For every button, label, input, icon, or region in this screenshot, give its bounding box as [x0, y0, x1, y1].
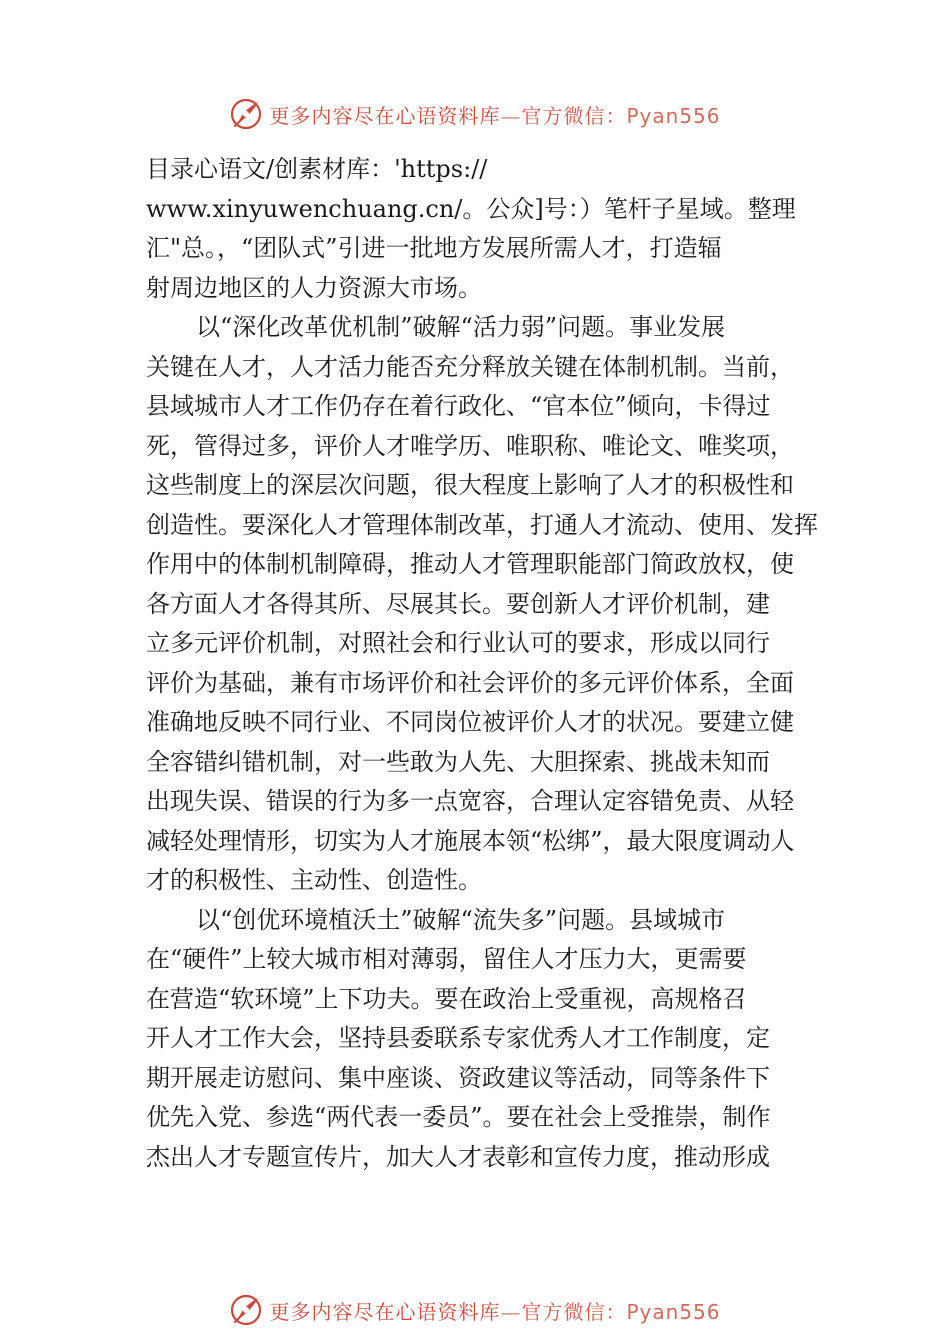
document-body: [146, 150, 818, 1177]
text-line: 在“硬件”上较大城市相对薄弱，留住人才压力大，更需要: [146, 945, 747, 973]
footer-banner-main: 更多内容尽在心语资料库: [269, 1299, 501, 1324]
header-banner-label: 官方微信：: [521, 103, 627, 128]
text-line: 评价为基础，兼有市场评价和社会评价的多元评价体系，全面: [146, 668, 794, 697]
text-line: 创造性。要深化人才管理体制改革，打通人才流动、使用、发挥: [146, 510, 818, 539]
text-line: 汇"总。，“团队式”引进一批地方发展所需人才，打造辐: [146, 234, 722, 262]
text-line: 这些制度上的深层次问题，很大程度上影响了人才的积极性和: [146, 471, 794, 499]
text-line: 以“创优环境植沃土”破解“流失多”问题。县域城市: [196, 905, 726, 934]
text-line: 全容错纠错机制，对一些敢为人先、大胆探索、挑战未知而: [146, 747, 770, 776]
text-line: 目录心语文/创素材库：'https://: [146, 155, 488, 183]
text-line: 才的积极性、主动性、创造性。: [146, 866, 482, 894]
header-banner-separator: —: [500, 103, 522, 128]
footer-banner: [0, 1290, 950, 1330]
text-line: 减轻处理情形，切实为人才施展本领“松绑”，最大限度调动人: [146, 826, 795, 855]
text-line: 射周边地区的人力资源大市场。: [146, 273, 482, 302]
header-banner-text: [269, 100, 720, 129]
footer-banner-text: [269, 1296, 720, 1325]
text-line: 期开展走访慰问、集中座谈、资政建议等活动，同等条件下: [146, 1063, 770, 1092]
quill-logo-icon: [229, 1293, 263, 1327]
text-line: 以“深化改革优机制”破解“活力弱”问题。事业发展: [196, 313, 726, 341]
text-line: 立多元评价机制，对照社会和行业认可的要求，形成以同行: [146, 629, 770, 657]
footer-banner-content: [229, 1293, 720, 1327]
footer-banner-handle: Pyan556: [626, 1299, 721, 1324]
quill-logo-icon: [229, 97, 263, 131]
footer-banner-separator: —: [500, 1299, 522, 1324]
text-line: 优先入党、参选“两代表一委员”。要在社会上受推崇，制作: [146, 1103, 771, 1131]
text-line: 在营造“软环境”上下功夫。要在政治上受重视，高规格召: [146, 984, 747, 1013]
text-line: 杰出人才专题宣传片，加大人才表彰和宣传力度，推动形成: [146, 1142, 770, 1171]
header-banner: [0, 94, 950, 134]
header-banner-handle: Pyan556: [626, 103, 721, 128]
text-line: 开人才工作大会，坚持县委联系专家优秀人才工作制度，定: [146, 1024, 770, 1052]
text-line: 死，管得过多，评价人才唯学历、唯职称、唯论文、唯奖项，: [146, 431, 794, 460]
text-line: 各方面人才各得其所、尽展其长。要创新人才评价机制，建: [146, 589, 770, 618]
text-line: 出现失误、错误的行为多一点宽容，合理认定容错免责、从轻: [146, 787, 794, 815]
footer-banner-label: 官方微信：: [521, 1299, 627, 1324]
text-line: 县域城市人才工作仍存在着行政化、“官本位”倾向，卡得过: [146, 392, 771, 420]
text-line: 作用中的体制机制障碍，推动人才管理职能部门简政放权，使: [146, 550, 794, 578]
text-line: www.xinyuwenchuang.cn/。公众]号：）笔杆子星域。整理: [146, 194, 796, 223]
header-banner-main: 更多内容尽在心语资料库: [269, 103, 501, 128]
header-banner-content: [229, 97, 720, 131]
text-line: 准确地反映不同行业、不同岗位被评价人才的状况。要建立健: [146, 708, 794, 736]
text-line: 关键在人才，人才活力能否充分释放关键在体制机制。当前，: [146, 352, 794, 381]
